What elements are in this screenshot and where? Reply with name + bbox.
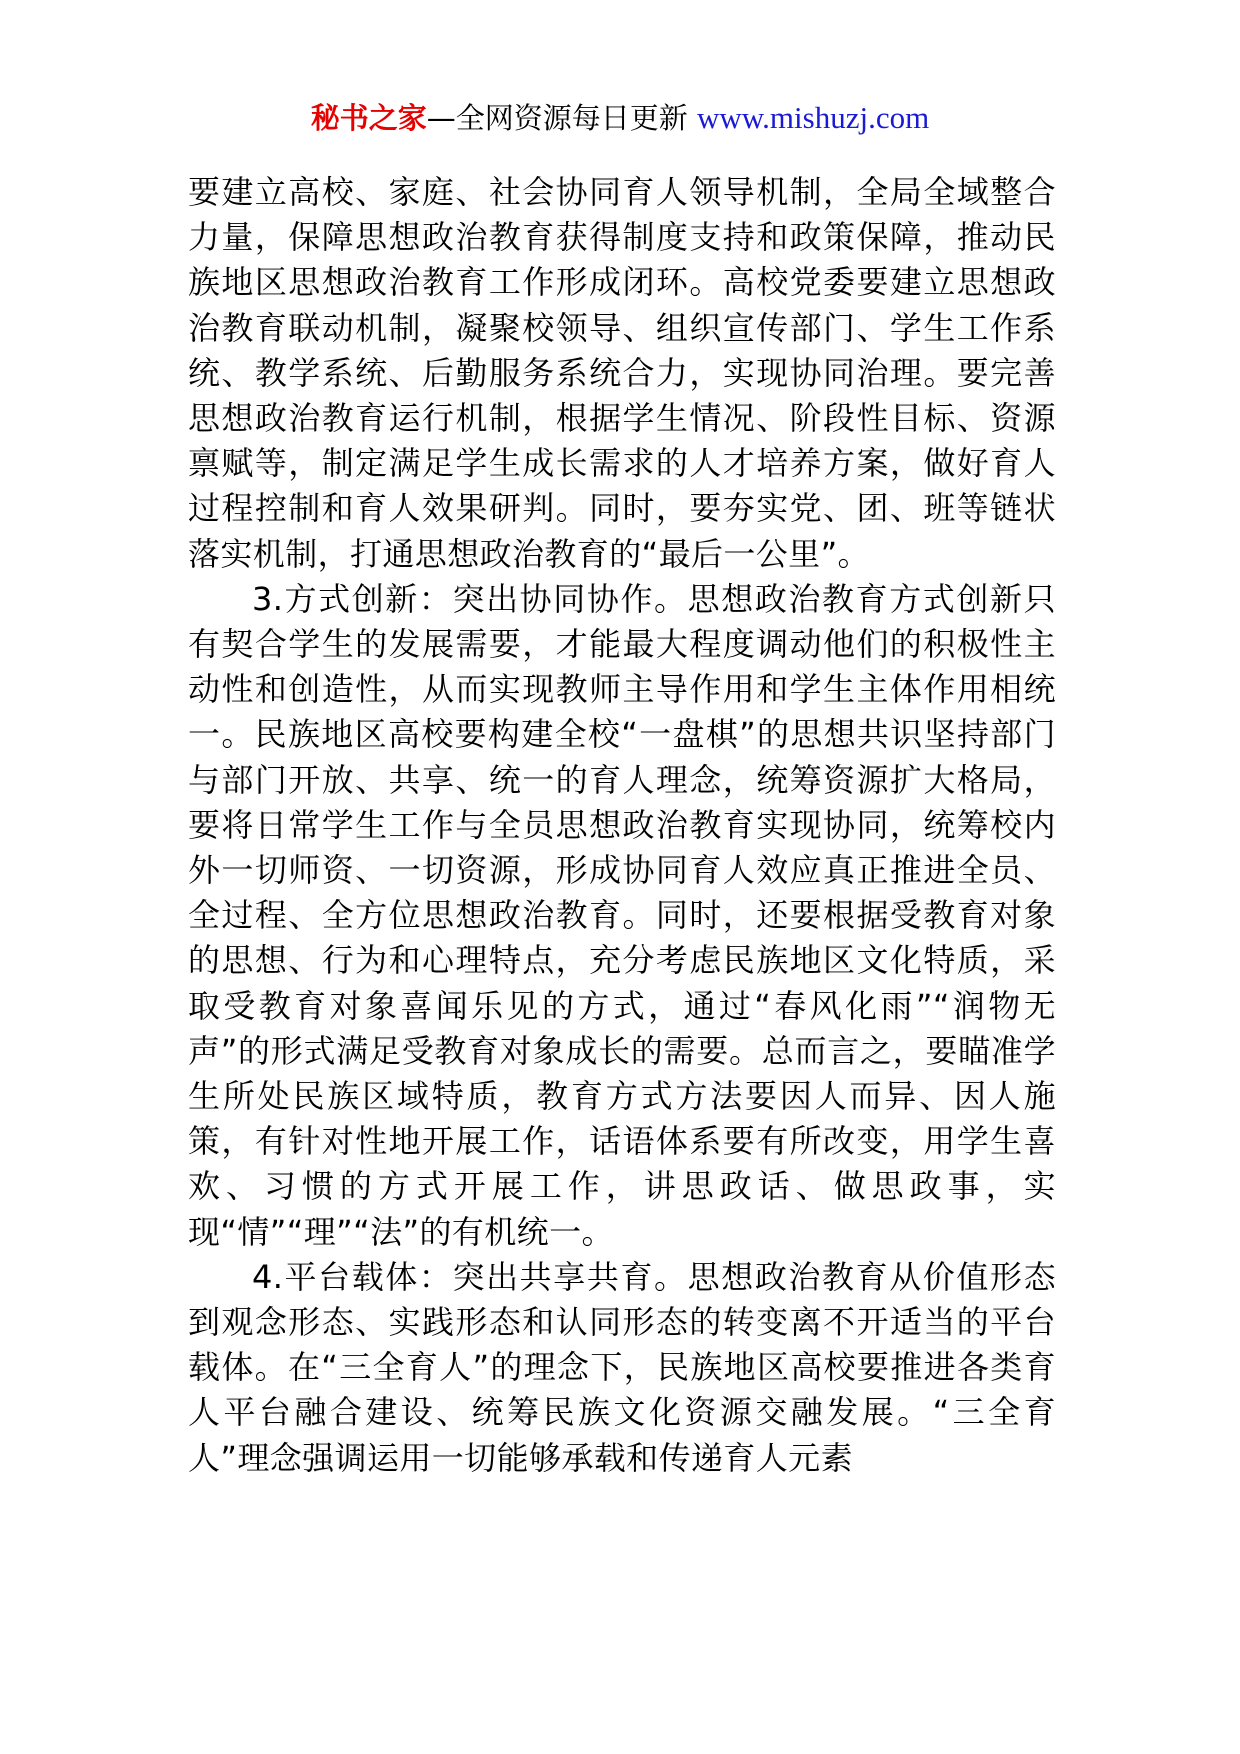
paragraph-method-innovation: 3.方式创新：突出协同协作。思想政治教育方式创新只有契合学生的发展需要，才能最大程度调动他们的积极性主动性和创造性，从而实现教师主导作用和学生主体作用相统一。民族地区高校要构建全校“一盘棋”的思想共识坚持部门与部门开放、共享、统一的育人理念，统筹资源扩大格局，要将日常学生工作与全员思想政治教育实现协同，统筹校内外一切师资、一切资源，形成协同育人效应真正推进全员、全过程、全方位思想政治教育。同时，还要根据受教育对象的思想、行为和心理特点，充分考虑民族地区文化特质，采取受教育对象喜闻乐见的方式，通过“春风化雨”“润物无声”的形式满足受教育对象成长的需要。总而言之，要瞄准学生所处民族区域特质，教育方式方法要因人而异、因人施策，有针对性地开展工作，话语体系要有所改变，用学生喜欢、习惯的方式开展工作，讲思政话、做思政事，实现“情”“理”“法”的有机统一。: [188, 579, 1056, 1251]
paragraph-continuation: 要建立高校、家庭、社会协同育人领导机制，全局全域整合力量，保障思想政治教育获得制度支持和政策保障，推动民族地区思想政治教育工作形成闭环。高校党委要建立思想政治教育联动机制，凝聚校领导、组织宣传部门、学生工作系统、教学系统、后勤服务系统合力，实现协同治理。要完善思想政治教育运行机制，根据学生情况、阶段性目标、资源禀赋等，制定满足学生成长需求的人才培养方案，做好育人过程控制和育人效果研判。同时，要夯实党、团、班等链状落实机制，打通思想政治教育的“最后一公里”。: [188, 173, 1056, 573]
site-url-link[interactable]: www.mishuzj.com: [697, 100, 930, 135]
paragraph-platform-carrier: 4.平台载体：突出共享共育。思想政治教育从价值形态到观念形态、实践形态和认同形态的转变离不开适当的平台载体。在“三全育人”的理念下，民族地区高校要推进各类育人平台融合建设、统筹民族文化资源交融发展。“三全育人”理念强调运用一切能够承载和传递育人元素: [188, 1257, 1056, 1477]
site-header: [0, 98, 1240, 138]
document-body: [188, 170, 1056, 1481]
site-brand: 秘书之家: [310, 101, 427, 135]
site-tagline: —全网资源每日更新: [426, 101, 698, 135]
